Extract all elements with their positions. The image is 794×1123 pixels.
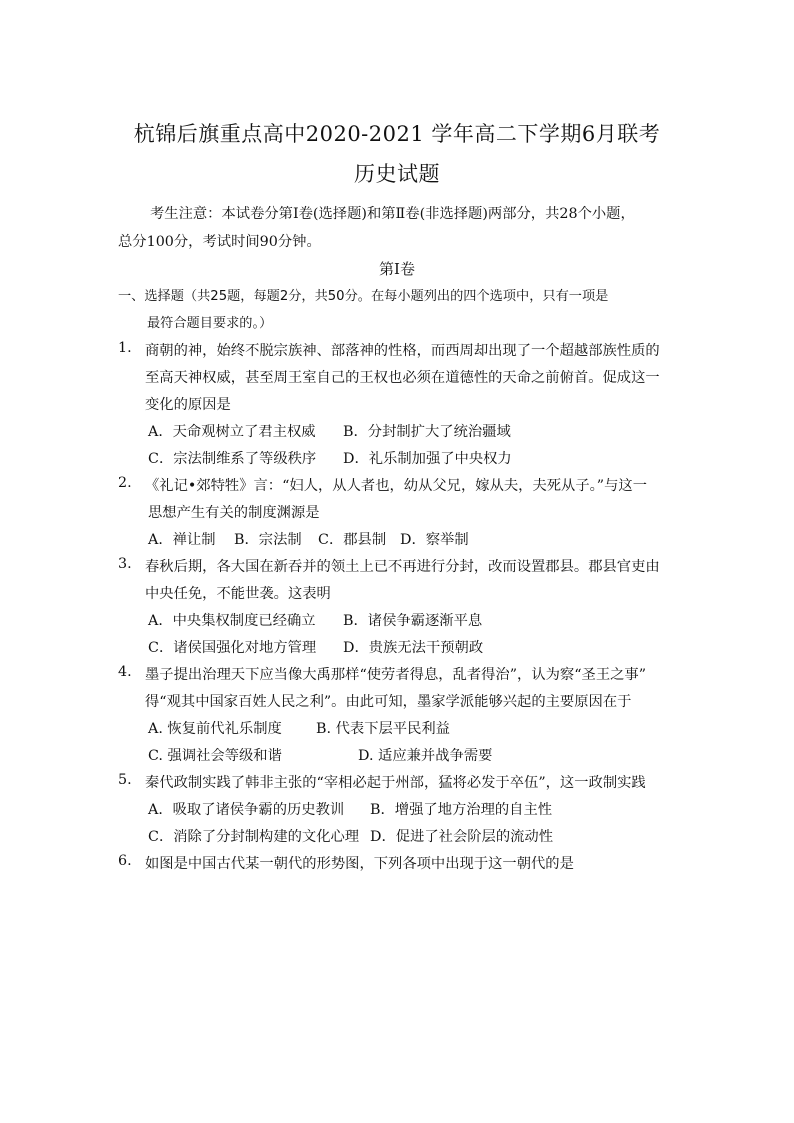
option-a: A．禅让制 — [148, 532, 216, 548]
question-text-line: 至高天神权威，甚至周王室自己的王权也必须在道德性的天命之前俯首。促成这一 — [145, 370, 660, 386]
option-d: D. 适应兼并战争需要 — [358, 748, 493, 764]
question-text-line: 如图是中国古代某一朝代的形势图，下列各项中出现于这一朝代的是 — [145, 856, 574, 872]
option-a: A．吸取了诸侯争霸的历史教训 — [148, 802, 345, 818]
question-number: 6. — [118, 853, 132, 869]
question-number: 4. — [118, 664, 132, 680]
question-text-line: 墨子提出治理天下应当像大禹那样“使劳者得息，乱者得治”，认为察“圣王之事” — [145, 667, 647, 683]
question-number: 2. — [118, 475, 132, 491]
section-heading-line-1: 一、选择题（共25题，每题2分，共50分。在每小题列出的四个选项中，只有一项是 — [118, 289, 609, 304]
notice-line-2: 总分100分，考试时间90分钟。 — [118, 234, 321, 250]
question-text-line: 春秋后期，各大国在新吞并的领土上已不再进行分封，改而设置郡县。郡县官吏由 — [145, 559, 660, 575]
question-text-line: 得“观其中国家百姓人民之利”。由此可知，墨家学派能够兴起的主要原因在于 — [145, 694, 632, 710]
option-a: A. 恢复前代礼乐制度 — [148, 721, 282, 737]
option-d: D．贵族无法干预朝政 — [343, 640, 484, 656]
question-number: 3. — [118, 556, 132, 572]
option-c: C．诸侯国强化对地方管理 — [148, 640, 317, 656]
option-b: B．分封制扩大了统治疆域 — [343, 424, 511, 440]
option-d: D．促进了社会阶层的流动性 — [370, 829, 554, 845]
option-a: A．天命观树立了君主权威 — [148, 424, 316, 440]
exam-title: 杭锦后旗重点高中2020-2021 学年高二下学期6月联考 — [133, 122, 661, 146]
volume-label: 第Ⅰ卷 — [379, 260, 415, 278]
option-c: C．消除了分封制构建的文化心理 — [148, 829, 360, 845]
option-c: C．郡县制 — [318, 532, 387, 548]
question-text-line: 商朝的神，始终不脱宗族神、部落神的性格，而西周却出现了一个超越部族性质的 — [145, 343, 660, 359]
option-b: B. 代表下层平民利益 — [316, 721, 450, 737]
notice-line-1: 考生注意：本试卷分第Ⅰ卷(选择题)和第Ⅱ卷(非选择题)两部分，共28个小题， — [150, 206, 635, 222]
question-text-line: 秦代政制实践了韩非主张的“宰相必起于州部，猛将必发于卒伍”，这一政制实践 — [145, 775, 646, 791]
question-text-line: 思想产生有关的制度渊源是 — [148, 505, 320, 521]
option-b: B．宗法制 — [234, 532, 302, 548]
question-number: 1. — [118, 340, 132, 356]
exam-subtitle: 历史试题 — [354, 162, 440, 186]
option-a: A．中央集权制度已经确立 — [148, 613, 316, 629]
option-d: D．礼乐制加强了中央权力 — [343, 451, 512, 467]
option-c: C．宗法制维系了等级秩序 — [148, 451, 317, 467]
question-text-line: 中央任免，不能世袭。这表明 — [145, 586, 331, 602]
question-text-line: 变化的原因是 — [145, 397, 231, 413]
option-b: B．诸侯争霸逐渐平息 — [343, 613, 483, 629]
section-heading-line-2: 最符合题目要求的。） — [147, 316, 273, 331]
question-number: 5. — [118, 772, 132, 788]
option-b: B．增强了地方治理的自主性 — [370, 802, 553, 818]
option-d: D．察举制 — [400, 532, 469, 548]
question-text-line: 《礼记•郊特牲》言：“妇人，从人者也，幼从父兄，嫁从夫，夫死从子。”与这一 — [145, 478, 647, 494]
option-c: C. 强调社会等级和谐 — [148, 748, 282, 764]
